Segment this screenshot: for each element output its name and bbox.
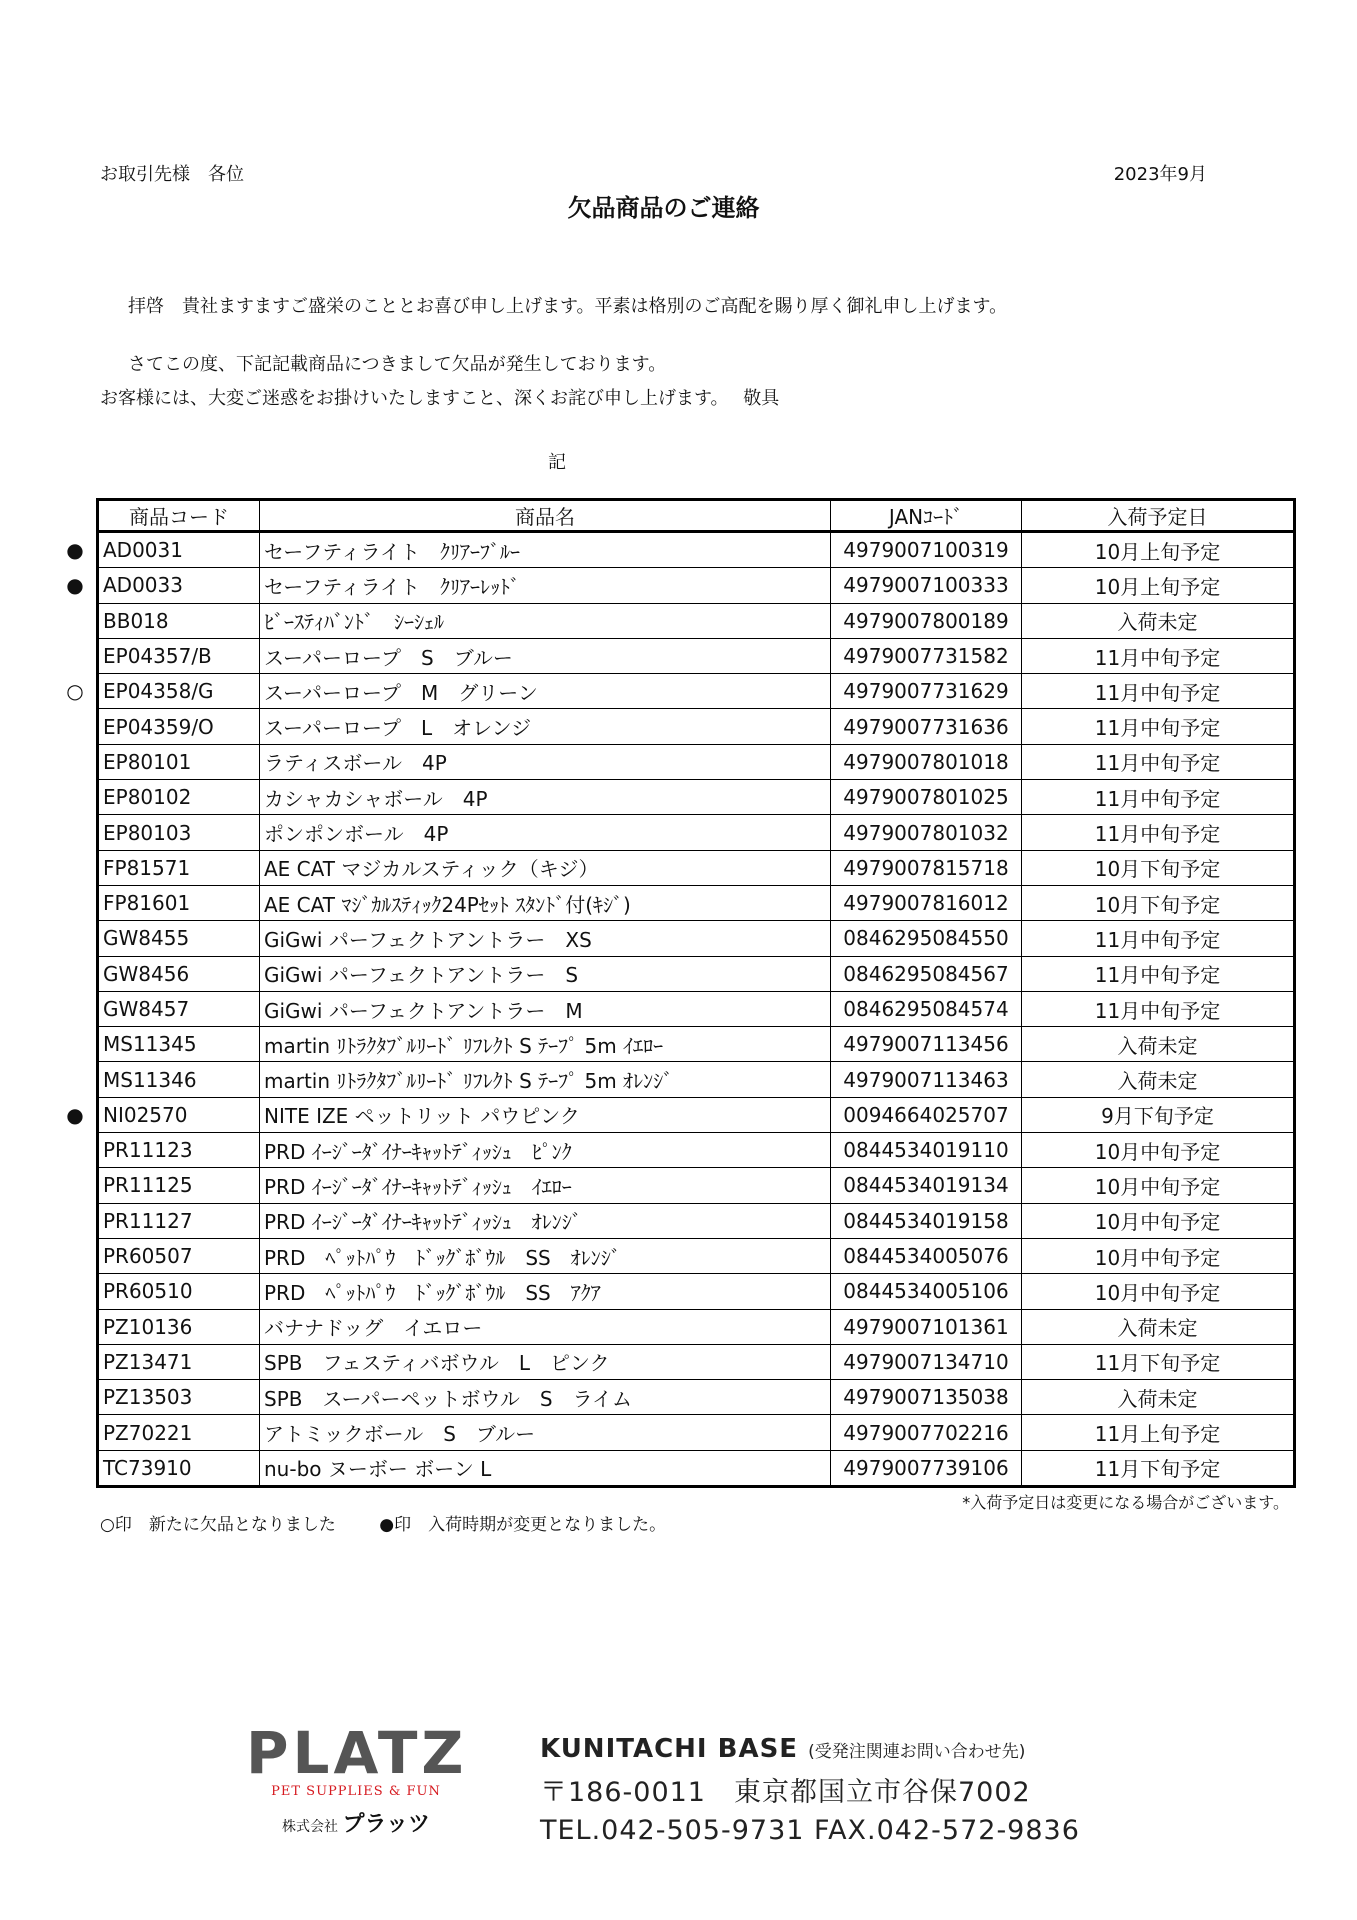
arrival-date-cell: 11月中旬予定: [1022, 638, 1295, 673]
stockout-table: [96, 498, 1296, 1488]
contact-heading: [540, 1734, 1080, 1764]
arrival-date-cell: 9月下旬予定: [1022, 1097, 1295, 1132]
product-code-cell: EP04359/O: [98, 709, 260, 744]
row-marker: [62, 779, 88, 814]
arrival-date-cell: 11月中旬予定: [1022, 956, 1295, 991]
body-text-line1: さてこの度、下記記載商品につきまして欠品が発生しております。: [128, 354, 667, 375]
jan-code-cell: 4979007100319: [831, 532, 1022, 568]
jan-code-cell: 0094664025707: [831, 1097, 1022, 1132]
table-row: [98, 991, 1295, 1026]
jan-code-cell: 0844534019158: [831, 1203, 1022, 1238]
logo-company-prefix: 株式会社: [281, 1819, 338, 1835]
legend: [100, 1510, 704, 1535]
row-marker: [62, 1451, 88, 1486]
jan-code-cell: 4979007134710: [831, 1344, 1022, 1379]
row-marker: [62, 885, 88, 920]
product-code-cell: MS11345: [98, 1027, 260, 1062]
logo-company-name: プラッツ: [342, 1812, 430, 1837]
table-row: [98, 885, 1295, 920]
platz-logo: [246, 1719, 468, 1838]
row-marker: [62, 921, 88, 956]
jan-code-cell: 4979007702216: [831, 1415, 1022, 1450]
jan-code-cell: 4979007113463: [831, 1062, 1022, 1097]
product-name-cell: GiGwi パーフェクトアントラー XS: [260, 921, 831, 956]
jan-code-cell: 4979007801025: [831, 780, 1022, 815]
row-marker: [62, 1203, 88, 1238]
row-marker: [62, 850, 88, 885]
arrival-date-cell: 入荷未定: [1022, 1380, 1295, 1415]
product-code-cell: MS11346: [98, 1062, 260, 1097]
arrival-note: *入荷予定日は変更になる場合がございます。: [962, 1493, 1289, 1512]
product-code-cell: FP81571: [98, 850, 260, 885]
contact-subtitle: (受発注関連お問い合わせ先): [808, 1742, 1026, 1762]
product-name-cell: PRD ｲｰｼﾞｰﾀﾞｲﾅｰｷｬｯﾄﾃﾞｨｯｼｭ ｲｴﾛｰ: [260, 1168, 831, 1203]
product-name-cell: GiGwi パーフェクトアントラー M: [260, 991, 831, 1026]
greeting-text: 拝啓 貴社ますますご盛栄のこととお喜び申し上げます。平素は格別のご高配を賜り厚く御礼申し上げます。: [128, 296, 1008, 317]
product-name-cell: PRD ｲｰｼﾞｰﾀﾞｲﾅｰｷｬｯﾄﾃﾞｨｯｼｭ ﾋﾟﾝｸ: [260, 1133, 831, 1168]
document-date: 2023年9月: [1113, 164, 1207, 185]
table-row: [98, 1027, 1295, 1062]
row-marker: [62, 1274, 88, 1309]
arrival-date-cell: 入荷未定: [1022, 1062, 1295, 1097]
arrival-date-cell: 10月中旬予定: [1022, 1274, 1295, 1309]
arrival-date-cell: 10月下旬予定: [1022, 850, 1295, 885]
table-row: [98, 956, 1295, 991]
product-name-cell: ラティスボール 4P: [260, 744, 831, 779]
row-marker: [62, 603, 88, 638]
table-row: [98, 568, 1295, 603]
table-row: [98, 1203, 1295, 1238]
table-row: [98, 1450, 1295, 1486]
logo-company: [246, 1807, 466, 1838]
header-product-code: 商品コード: [98, 500, 260, 532]
product-name-cell: カシャカシャボール 4P: [260, 780, 831, 815]
product-code-cell: AD0033: [98, 568, 260, 603]
stockout-table-container: [96, 498, 1296, 1488]
row-marker: [62, 815, 88, 850]
product-code-cell: TC73910: [98, 1450, 260, 1486]
arrival-date-cell: 入荷未定: [1022, 1027, 1295, 1062]
document-title: 欠品商品のご連絡: [567, 194, 760, 222]
jan-code-cell: 0844534019110: [831, 1133, 1022, 1168]
table-row: [98, 1133, 1295, 1168]
product-name-cell: アトミックボール S ブルー: [260, 1415, 831, 1450]
product-name-cell: nu-bo ヌーボー ボーン L: [260, 1450, 831, 1486]
contact-tel-fax: TEL.042-505-9731 FAX.042-572-9836: [540, 1815, 1080, 1846]
jan-code-cell: 0846295084574: [831, 991, 1022, 1026]
row-marker: [62, 1168, 88, 1203]
product-code-cell: FP81601: [98, 885, 260, 920]
row-marker: [62, 956, 88, 991]
product-code-cell: AD0031: [98, 532, 260, 568]
row-marker: [62, 1027, 88, 1062]
product-code-cell: PZ10136: [98, 1309, 260, 1344]
product-name-cell: PRD ﾍﾟｯﾄﾊﾟｳ ﾄﾞｯｸﾞﾎﾞｳﾙ SS ｵﾚﾝｼﾞ: [260, 1238, 831, 1273]
row-marker: [62, 1062, 88, 1097]
product-code-cell: EP04358/G: [98, 674, 260, 709]
product-code-cell: PZ70221: [98, 1415, 260, 1450]
table-row: [98, 1062, 1295, 1097]
product-code-cell: GW8456: [98, 956, 260, 991]
arrival-date-cell: 11月中旬予定: [1022, 991, 1295, 1026]
table-row: [98, 1238, 1295, 1273]
product-name-cell: NITE IZE ペットリット パウピンク: [260, 1097, 831, 1132]
arrival-date-cell: 11月下旬予定: [1022, 1450, 1295, 1486]
product-code-cell: PR60510: [98, 1274, 260, 1309]
jan-code-cell: 4979007801032: [831, 815, 1022, 850]
arrival-date-cell: 11月中旬予定: [1022, 921, 1295, 956]
contact-title: KUNITACHI BASE: [540, 1734, 799, 1764]
jan-code-cell: 4979007113456: [831, 1027, 1022, 1062]
table-row: [98, 1309, 1295, 1344]
jan-code-cell: 0844534005106: [831, 1274, 1022, 1309]
body-text-line2: お客様には、大変ご迷惑をお掛けいたしますこと、深くお詫び申し上げます。 敬具: [100, 388, 780, 409]
jan-code-cell: 4979007100333: [831, 568, 1022, 603]
product-name-cell: ポンポンボール 4P: [260, 815, 831, 850]
row-marker: [62, 709, 88, 744]
arrival-date-cell: 10月上旬予定: [1022, 568, 1295, 603]
table-row: [98, 921, 1295, 956]
product-code-cell: PZ13503: [98, 1380, 260, 1415]
product-name-cell: AE CAT マジカルスティック（キジ）: [260, 850, 831, 885]
jan-code-cell: 4979007731582: [831, 638, 1022, 673]
table-row: [98, 709, 1295, 744]
logo-tagline: PET SUPPLIES & FUN: [271, 1784, 441, 1799]
arrival-date-cell: 10月下旬予定: [1022, 885, 1295, 920]
jan-code-cell: 4979007101361: [831, 1309, 1022, 1344]
table-header-row: [98, 500, 1295, 532]
arrival-date-cell: 11月上旬予定: [1022, 1415, 1295, 1450]
table-row: [98, 638, 1295, 673]
row-marker: [62, 744, 88, 779]
table-row: [98, 850, 1295, 885]
table-row: [98, 603, 1295, 638]
product-code-cell: GW8455: [98, 921, 260, 956]
product-code-cell: PZ13471: [98, 1344, 260, 1379]
table-row: [98, 1274, 1295, 1309]
product-code-cell: EP04357/B: [98, 638, 260, 673]
jan-code-cell: 4979007800189: [831, 603, 1022, 638]
product-name-cell: スーパーロープ M グリーン: [260, 674, 831, 709]
product-code-cell: PR11123: [98, 1133, 260, 1168]
product-name-cell: martin ﾘﾄﾗｸﾀﾌﾞﾙﾘｰﾄﾞ ﾘﾌﾚｸﾄ S ﾃｰﾌﾟ 5m ｵﾚﾝｼﾞ: [260, 1062, 831, 1097]
product-code-cell: PR60507: [98, 1238, 260, 1273]
header-product-name: 商品名: [260, 500, 831, 532]
product-name-cell: バナナドッグ イエロー: [260, 1309, 831, 1344]
row-marker: [62, 1345, 88, 1380]
table-row: [98, 674, 1295, 709]
arrival-date-cell: 10月中旬予定: [1022, 1168, 1295, 1203]
table-row: [98, 1168, 1295, 1203]
product-name-cell: SPB スーパーペットボウル S ライム: [260, 1380, 831, 1415]
arrival-date-cell: 入荷未定: [1022, 603, 1295, 638]
jan-code-cell: 0846295084550: [831, 921, 1022, 956]
logo-wordmark: PLATZ: [246, 1719, 468, 1787]
table-row: [98, 815, 1295, 850]
row-marker: [62, 991, 88, 1026]
product-name-cell: ﾋﾞｰｽﾃｨﾊﾞﾝﾄﾞ ｼｰｼｪﾙ: [260, 603, 831, 638]
row-marker: [62, 1309, 88, 1344]
product-code-cell: EP80103: [98, 815, 260, 850]
row-marker: [62, 638, 88, 673]
arrival-date-cell: 10月中旬予定: [1022, 1238, 1295, 1273]
product-name-cell: セーフティライト ｸﾘｱｰﾚｯﾄﾞ: [260, 568, 831, 603]
jan-code-cell: 0844534019134: [831, 1168, 1022, 1203]
arrival-date-cell: 11月中旬予定: [1022, 744, 1295, 779]
arrival-date-cell: 11月中旬予定: [1022, 815, 1295, 850]
header-jan-code: JANｺｰﾄﾞ: [831, 500, 1022, 532]
jan-code-cell: 4979007731629: [831, 674, 1022, 709]
product-code-cell: BB018: [98, 603, 260, 638]
table-row: [98, 1097, 1295, 1132]
contact-address: 〒186-0011 東京都国立市谷保7002: [540, 1777, 1031, 1808]
product-code-cell: NI02570: [98, 1097, 260, 1132]
jan-code-cell: 0844534005076: [831, 1238, 1022, 1273]
jan-code-cell: 4979007801018: [831, 744, 1022, 779]
header-arrival-date: 入荷予定日: [1022, 500, 1295, 532]
row-marker: ○: [66, 678, 84, 703]
row-marker: [62, 1415, 88, 1450]
ki-heading: 記: [548, 452, 566, 473]
product-name-cell: SPB フェスティバボウル L ピンク: [260, 1344, 831, 1379]
product-name-cell: PRD ｲｰｼﾞｰﾀﾞｲﾅｰｷｬｯﾄﾃﾞｨｯｼｭ ｵﾚﾝｼﾞ: [260, 1203, 831, 1238]
row-marker: [62, 1239, 88, 1274]
row-marker: [62, 1133, 88, 1168]
contact-block: [540, 1734, 1080, 1846]
arrival-date-cell: 10月中旬予定: [1022, 1203, 1295, 1238]
jan-code-cell: 4979007739106: [831, 1450, 1022, 1486]
product-name-cell: AE CAT ﾏｼﾞｶﾙｽﾃｨｯｸ24Pｾｯﾄ ｽﾀﾝﾄﾞ付(ｷｼﾞ): [260, 885, 831, 920]
product-name-cell: スーパーロープ S ブルー: [260, 638, 831, 673]
product-code-cell: GW8457: [98, 991, 260, 1026]
table-row: [98, 1415, 1295, 1450]
product-name-cell: スーパーロープ L オレンジ: [260, 709, 831, 744]
arrival-date-cell: 11月中旬予定: [1022, 780, 1295, 815]
arrival-date-cell: 10月中旬予定: [1022, 1133, 1295, 1168]
arrival-date-cell: 11月中旬予定: [1022, 674, 1295, 709]
product-name-cell: セーフティライト ｸﾘｱｰﾌﾞﾙｰ: [260, 532, 831, 568]
jan-code-cell: 4979007816012: [831, 885, 1022, 920]
arrival-date-cell: 入荷未定: [1022, 1309, 1295, 1344]
product-code-cell: EP80101: [98, 744, 260, 779]
row-marker: ●: [66, 537, 84, 562]
jan-code-cell: 0846295084567: [831, 956, 1022, 991]
table-row: [98, 780, 1295, 815]
arrival-date-cell: 11月中旬予定: [1022, 709, 1295, 744]
recipient: お取引先様 各位: [100, 164, 244, 185]
legend-changed-arrival: ●印 入荷時期が変更となりました。: [379, 1515, 667, 1535]
table-row: [98, 1380, 1295, 1415]
table-row: [98, 744, 1295, 779]
row-marker: ●: [66, 572, 84, 597]
jan-code-cell: 4979007135038: [831, 1380, 1022, 1415]
arrival-date-cell: 11月下旬予定: [1022, 1344, 1295, 1379]
product-name-cell: PRD ﾍﾟｯﾄﾊﾟｳ ﾄﾞｯｸﾞﾎﾞｳﾙ SS ｱｸｱ: [260, 1274, 831, 1309]
product-code-cell: PR11127: [98, 1203, 260, 1238]
arrival-date-cell: 10月上旬予定: [1022, 532, 1295, 568]
product-name-cell: GiGwi パーフェクトアントラー S: [260, 956, 831, 991]
jan-code-cell: 4979007731636: [831, 709, 1022, 744]
jan-code-cell: 4979007815718: [831, 850, 1022, 885]
row-markers: [62, 532, 88, 1486]
product-code-cell: EP80102: [98, 780, 260, 815]
table-body: [98, 532, 1295, 1487]
row-marker: ●: [66, 1102, 84, 1127]
product-name-cell: martin ﾘﾄﾗｸﾀﾌﾞﾙﾘｰﾄﾞ ﾘﾌﾚｸﾄ S ﾃｰﾌﾟ 5m ｲｴﾛｰ: [260, 1027, 831, 1062]
table-row: [98, 532, 1295, 568]
product-code-cell: PR11125: [98, 1168, 260, 1203]
table-row: [98, 1344, 1295, 1379]
legend-new-stockout: ○印 新たに欠品となりました: [100, 1515, 336, 1535]
row-marker: [62, 1380, 88, 1415]
